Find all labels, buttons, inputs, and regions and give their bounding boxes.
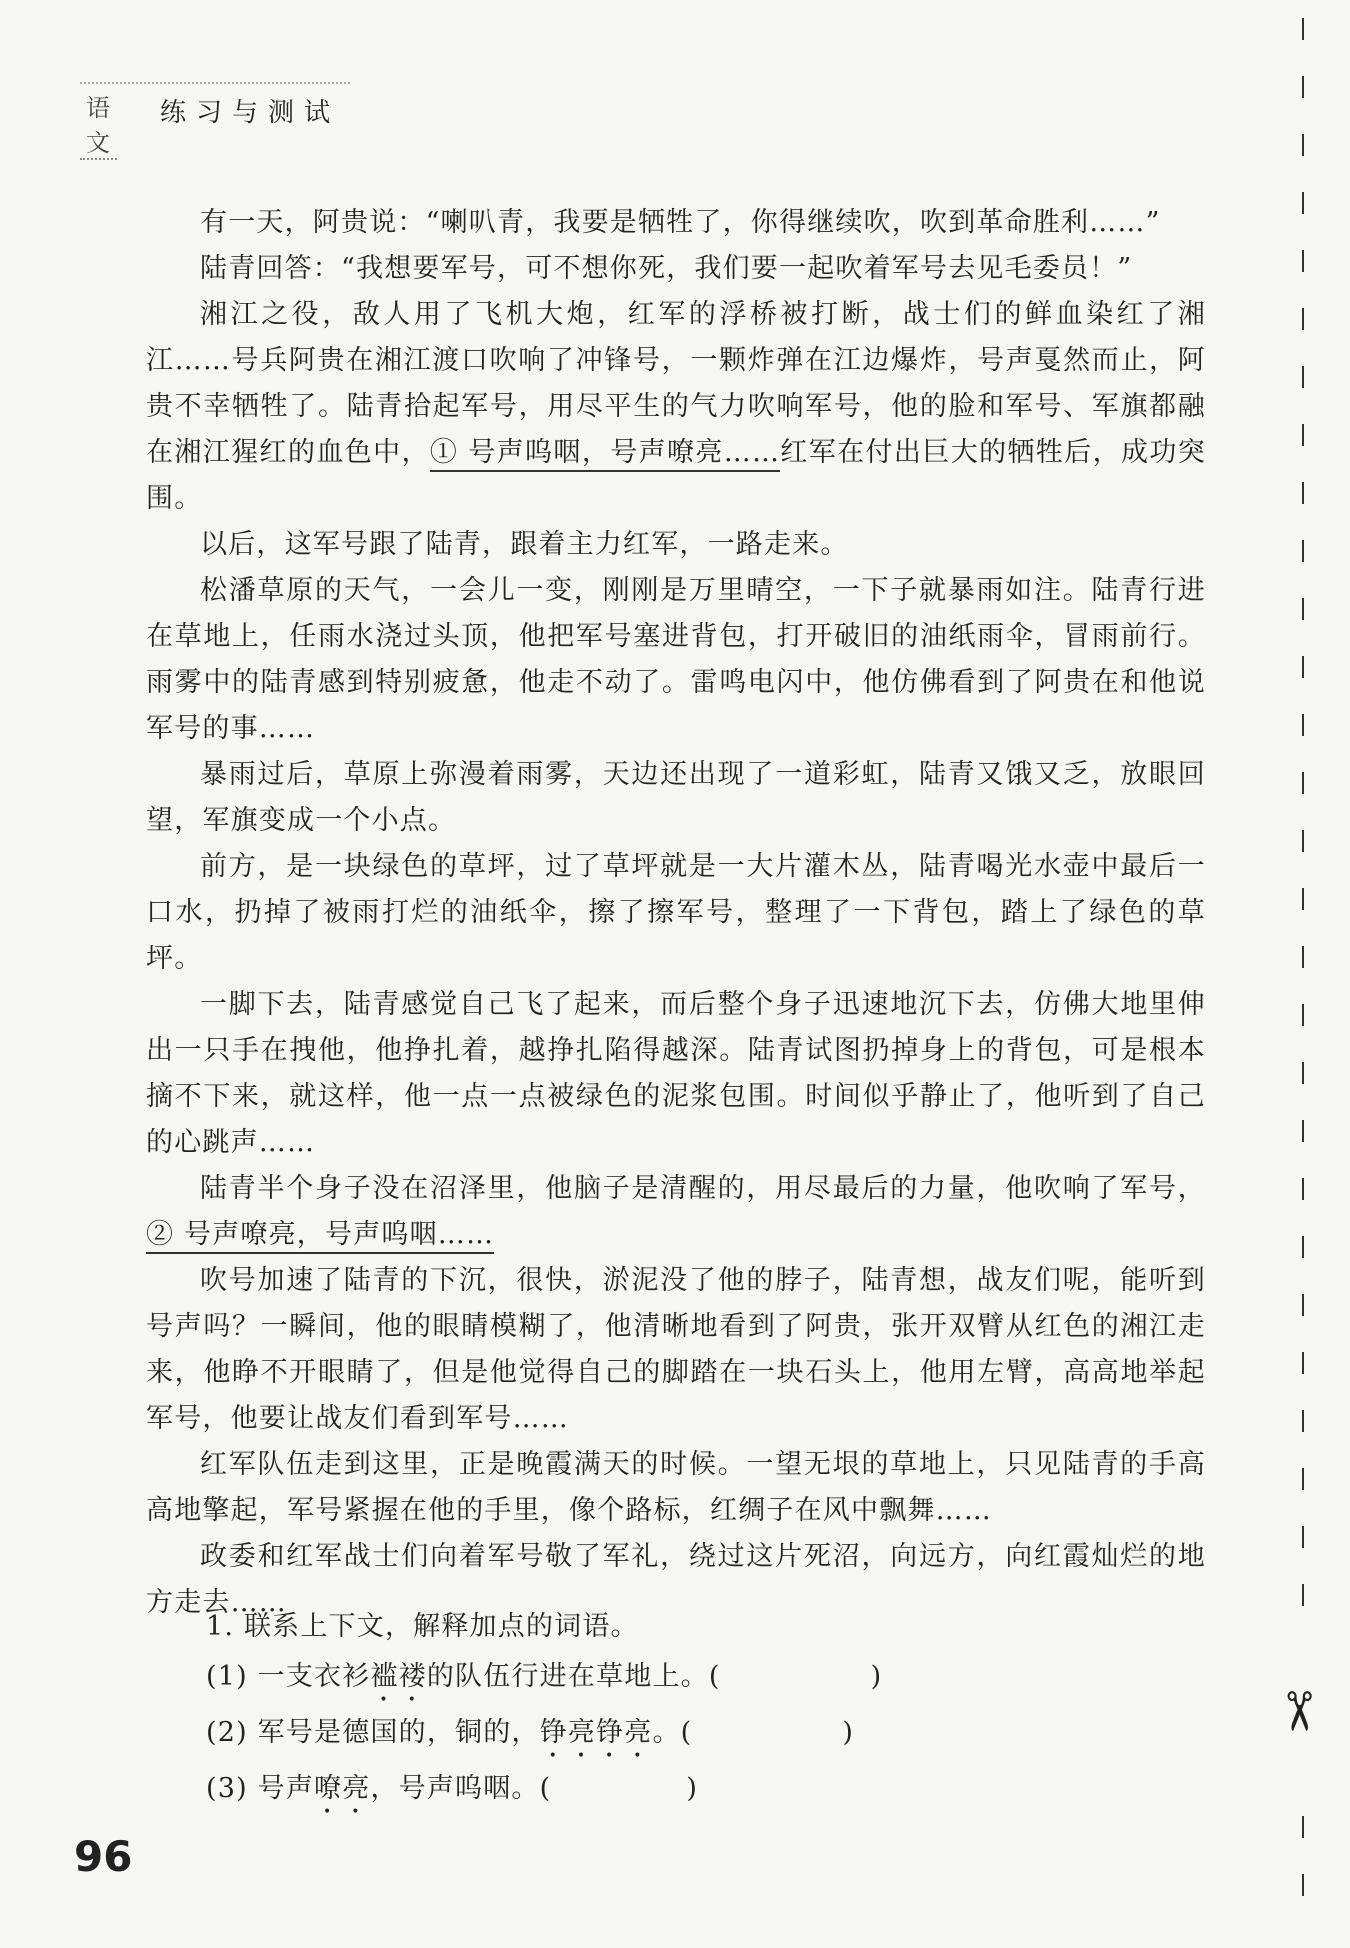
cut-line-dash [1302, 1236, 1304, 1258]
question-item: (1) 一支衣衫褴褛的队伍行进在草地上。( ) [206, 1661, 883, 1692]
cut-line-dash [1302, 134, 1304, 156]
dotted-word: 铮亮铮亮 [539, 1717, 653, 1748]
dotted-word: 褴褛 [370, 1661, 427, 1692]
question-title: 1. 联系上下文，解释加点的词语。 [206, 1611, 639, 1642]
paragraph: 陆青回答：“我想要军号，可不想你死，我们要一起吹着军号去见毛委员！” [200, 253, 1133, 284]
paragraph: 一脚下去，陆青感觉自己飞了起来，而后整个身子迅速地沉下去，仿佛大地里伸出一只手在拽他，他挣扎着，越挣扎陷得越深。陆青试图扔掉身上的背包，可是根本摘不下来，就这样，他一点一点被绿色的泥浆包围。时间似乎静止了，他听到了自己的心跳声…… [146, 989, 1206, 1158]
cut-line-dash [1302, 192, 1304, 214]
paragraph: 暴雨过后，草原上弥漫着雨雾，天边还出现了一道彩虹，陆青又饿又乏，放眼回望，军旗变成一个小点。 [146, 759, 1206, 836]
cut-line [1302, 18, 1306, 1938]
cut-line-dash [1302, 424, 1304, 446]
paragraph: 前方，是一块绿色的草坪，过了草坪就是一大片灌木丛，陆青喝光水壶中最后一口水，扔掉了被雨打烂的油纸伞，擦了擦军号，整理了一下背包，踏上了绿色的草坪。 [146, 851, 1206, 974]
book-title: 练习与测试 [160, 98, 341, 128]
paragraph: 湘江之役，敌人用了飞机大炮，红军的浮桥被打断，战士们的鲜血染红了湘江……号兵阿贵在湘江渡口吹响了冲锋号，一颗炸弹在江边爆炸，号声戛然而止，阿贵不幸牺牲了。陆青拾起军号，用尽平生的气力吹响军号，他的脸和军号、军旗都融在湘江猩红的血色中，① 号声呜咽，号声嘹亮……红军在付出巨大的牺牲后，成功突围。 [146, 299, 1207, 514]
cut-line-dash [1302, 76, 1304, 98]
cut-line-dash [1302, 656, 1304, 678]
subject-tag: 语文 [80, 88, 117, 160]
cut-line-dash [1302, 946, 1304, 968]
cut-line-dash [1302, 888, 1304, 910]
paragraph: 以后，这军号跟了陆青，跟着主力红军，一路走来。 [200, 529, 849, 560]
cut-line-dash [1302, 308, 1304, 330]
paragraph: 吹号加速了陆青的下沉，很快，淤泥没了他的脖子，陆青想，战友们呢，能听到号声吗？一瞬间，他的眼睛模糊了，他清晰地看到了阿贵，张开双臂从红色的湘江走来，他睁不开眼睛了，但是他觉得自己的脚踏在一块石头上，他用左臂，高高地举起军号，他要让战友们看到军号…… [146, 1265, 1206, 1434]
scissors-icon: ✂ [1267, 1688, 1331, 1735]
cut-line-dash [1302, 1874, 1304, 1896]
paragraph: 有一天，阿贵说：“喇叭青，我要是牺牲了，你得继续吹，吹到革命胜利……” [200, 207, 1161, 238]
cut-line-dash [1302, 250, 1304, 272]
cut-line-dash [1302, 1584, 1304, 1606]
cut-line-dash [1302, 1468, 1304, 1490]
cut-line-dash [1302, 598, 1304, 620]
paragraph: 政委和红军战士们向着军号敬了军礼，绕过这片死沼，向远方，向红霞灿烂的地方走去…… [146, 1541, 1206, 1618]
underlined-sentence-2: ② 号声嘹亮，号声呜咽…… [146, 1219, 494, 1254]
cut-line-dash [1302, 830, 1304, 852]
paragraph: 红军队伍走到这里，正是晚霞满天的时候。一望无垠的草地上，只见陆青的手高高地擎起，军号紧握在他的手里，像个路标，红绸子在风中飘舞…… [146, 1449, 1206, 1526]
cut-line-dash [1302, 1352, 1304, 1374]
paragraph: 松潘草原的天气，一会儿一变，刚刚是万里晴空，一下子就暴雨如注。陆青行进在草地上，任雨水浇过头顶，他把军号塞进背包，打开破旧的油纸雨伞，冒雨前行。雨雾中的陆青感到特别疲惫，他走不动了。雷鸣电闪中，他仿佛看到了阿贵在和他说军号的事…… [146, 575, 1206, 744]
cut-line-dash [1302, 482, 1304, 504]
question-item: (3) 号声嘹亮，号声呜咽。( ) [206, 1773, 699, 1804]
cut-line-dash [1302, 366, 1304, 388]
dotted-word: 嘹亮 [314, 1773, 371, 1804]
cut-line-dash [1302, 714, 1304, 736]
header-dotted-rule [80, 82, 350, 84]
cut-line-dash [1302, 1816, 1304, 1838]
cut-line-dash [1302, 1526, 1304, 1548]
cut-line-dash [1302, 1004, 1304, 1026]
page-number: 96 [74, 1832, 133, 1881]
cut-line-dash [1302, 1120, 1304, 1142]
paragraph: 陆青半个身子没在沼泽里，他脑子是清醒的，用尽最后的力量，他吹响了军号，② 号声嘹亮，号声呜咽…… [146, 1166, 1206, 1258]
cut-line-dash [1302, 1410, 1304, 1432]
cut-line-dash [1302, 1294, 1304, 1316]
cut-line-dash [1302, 540, 1304, 562]
cut-line-dash [1302, 772, 1304, 794]
story-text [146, 200, 1206, 1626]
cut-line-dash [1302, 18, 1304, 40]
question-item: (2) 军号是德国的，铜的，铮亮铮亮。( ) [206, 1717, 855, 1748]
question-section [146, 1602, 1206, 1820]
underlined-sentence-1: ① 号声呜咽，号声嘹亮…… [430, 437, 780, 472]
cut-line-dash [1302, 1062, 1304, 1084]
cut-line-dash [1302, 1178, 1304, 1200]
